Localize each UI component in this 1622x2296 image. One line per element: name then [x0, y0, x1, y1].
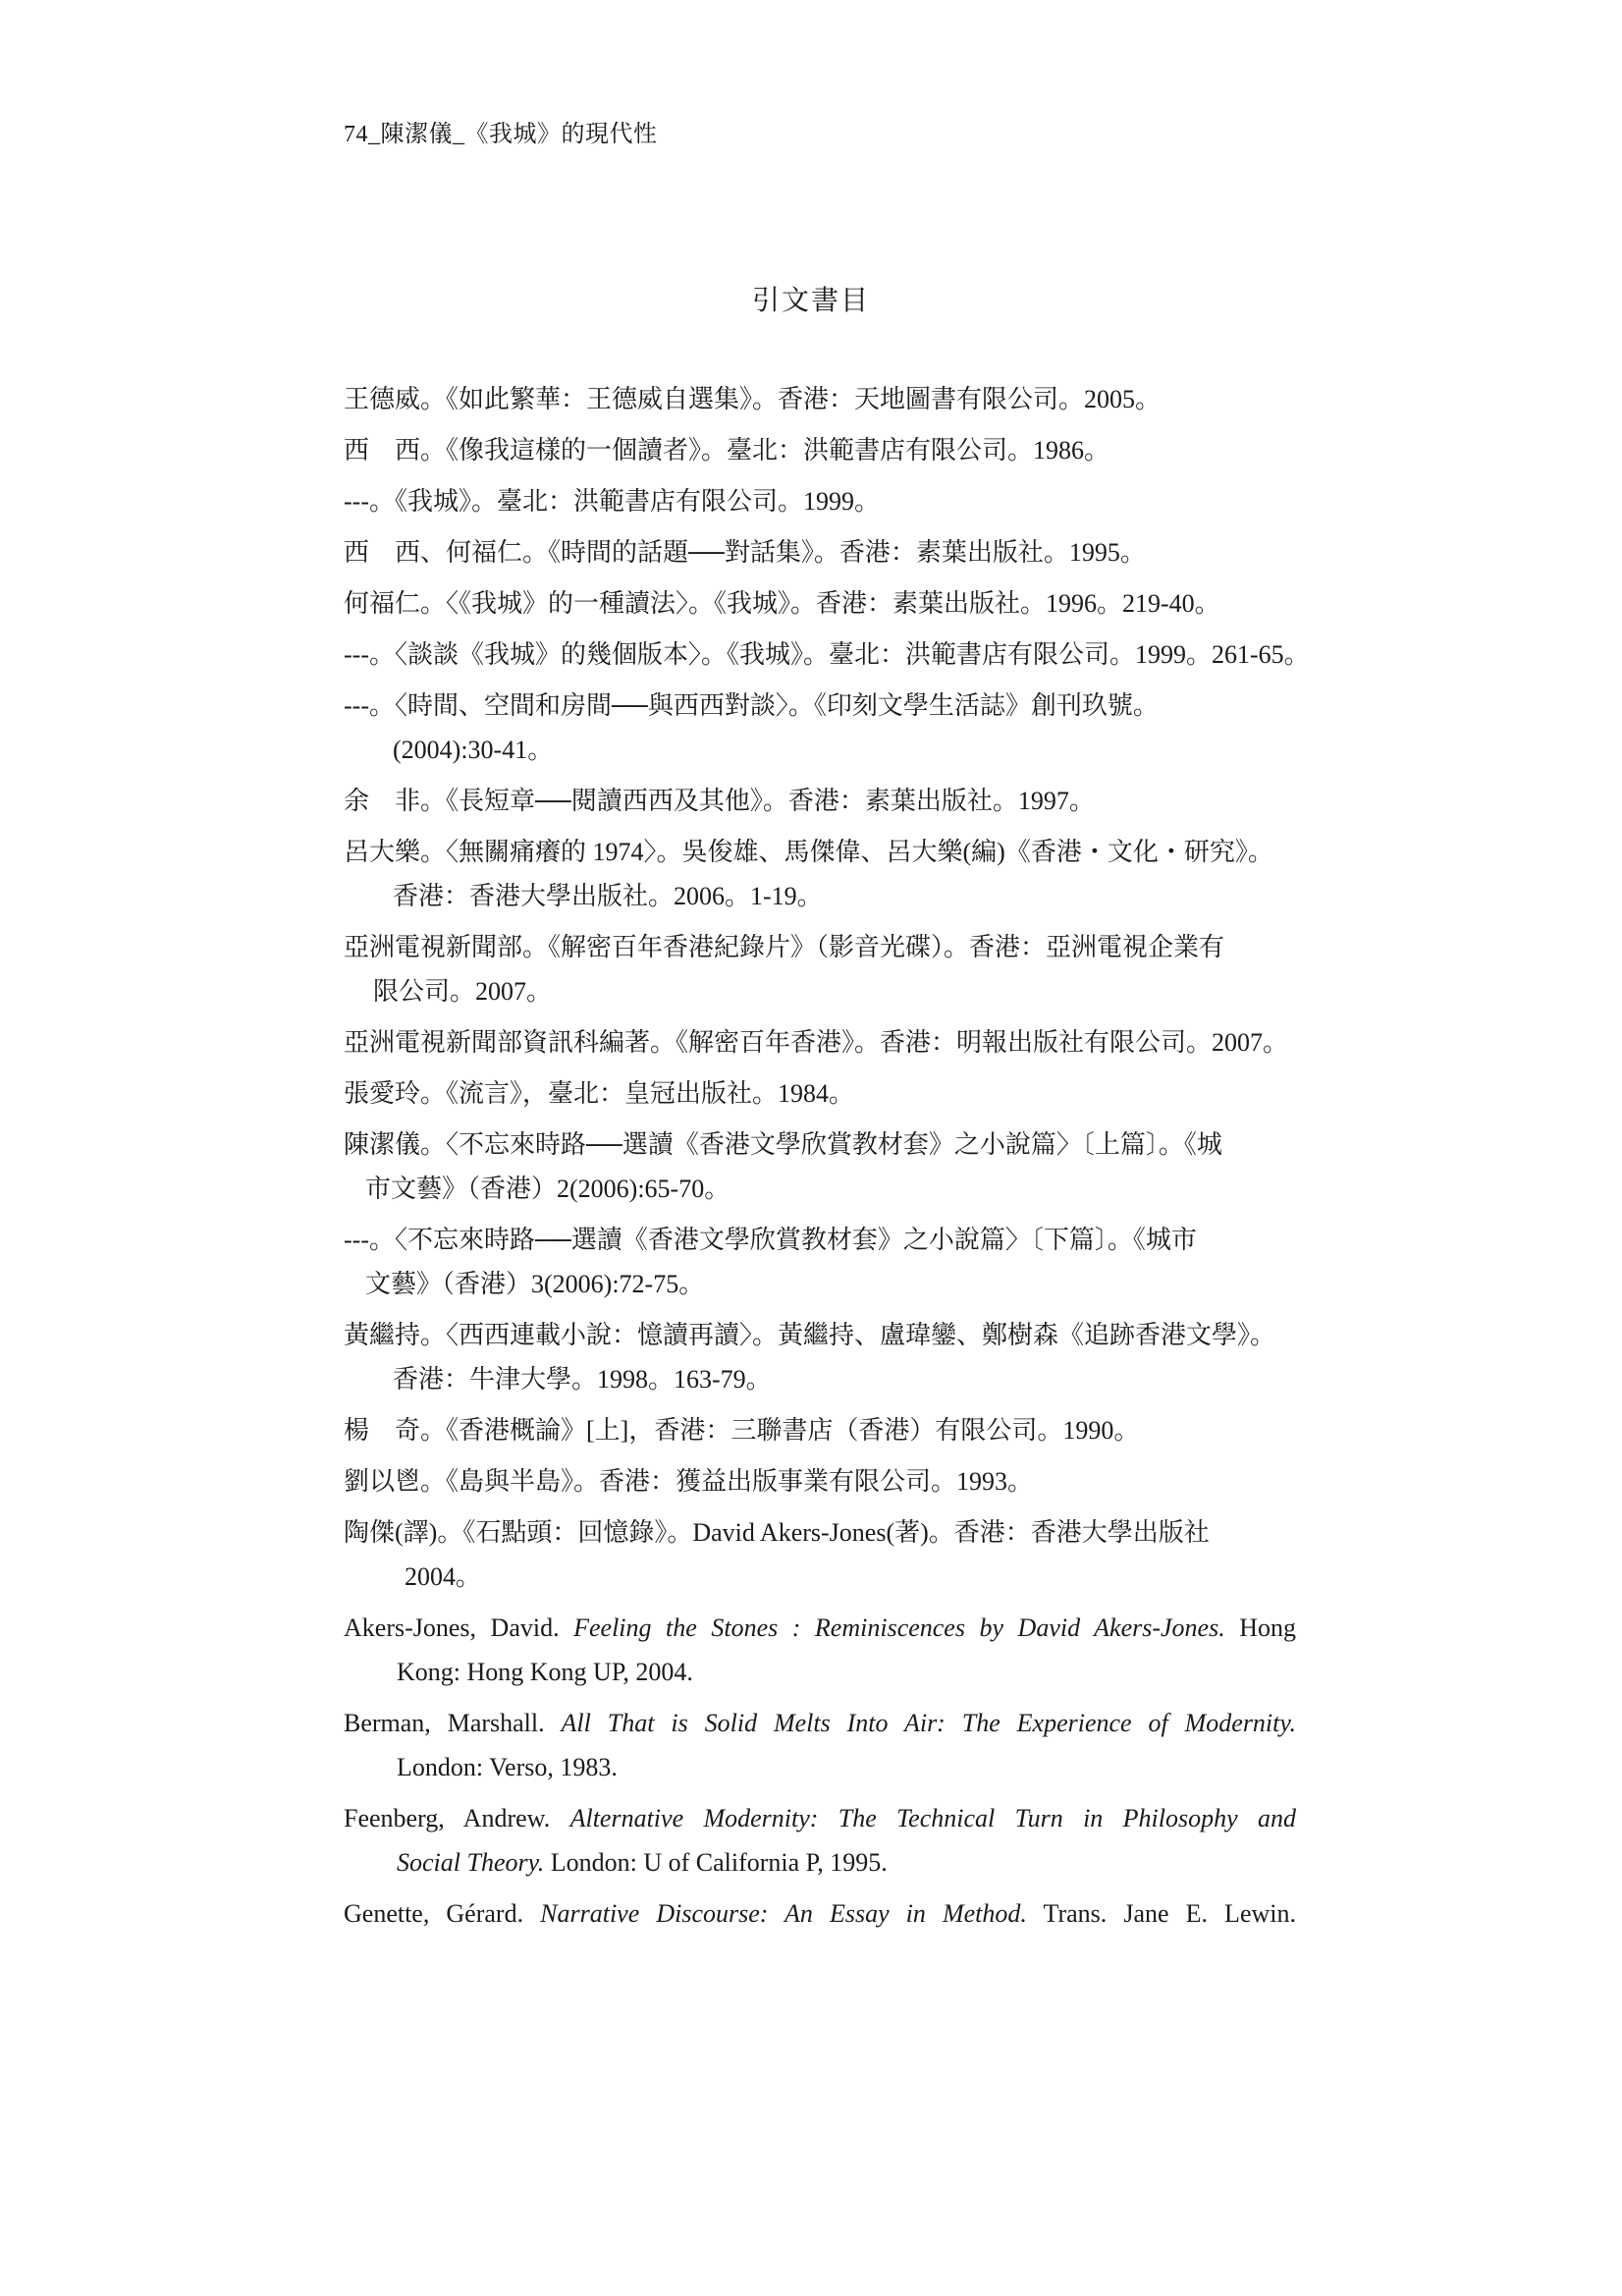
bib-entry: [344, 377, 1296, 421]
bib-title: All That is Solid Melts Into Air: The Experience of Modernity.: [561, 1709, 1296, 1737]
bib-entry: [344, 1071, 1296, 1116]
bib-entry-continuation: London: U of California P, 1995.: [544, 1848, 888, 1877]
bib-entry-text: 何福仁。〈《我城》的一種讀法〉。《我城》。香港：素葉出版社。1996。219-40。: [344, 589, 1220, 618]
bib-title-continuation: Social Theory.: [397, 1848, 545, 1877]
bib-entry: [344, 683, 1296, 772]
bib-entry: [344, 1122, 1296, 1211]
bib-entry: [344, 925, 1296, 1013]
bib-entry-text: ---。〈不忘來時路──選讀《香港文學欣賞教材套》之小說篇〉〔下篇〕。《城市: [344, 1226, 1197, 1254]
bib-entry-continuation: 2004。: [405, 1562, 482, 1591]
bib-entry-continuation: (2004):30-41。: [393, 736, 554, 764]
bib-entry-continuation: Kong: Hong Kong UP, 2004.: [397, 1658, 693, 1686]
bib-entry-continuation: 香港：牛津大學。1998。163-79。: [393, 1365, 772, 1394]
bib-entry-continuation: 香港：香港大學出版社。2006。1-19。: [393, 882, 823, 910]
bib-entry: [344, 581, 1296, 626]
bib-entry-text: 王德威。《如此繁華：王德威自選集》。香港：天地圖書有限公司。2005。: [344, 385, 1162, 413]
bib-entry-text: 西 西。《像我這樣的一個讀者》。臺北：洪範書店有限公司。1986。: [344, 436, 1110, 465]
bib-title: Narrative Discourse: An Essay in Method.: [540, 1899, 1027, 1928]
bib-entry: [344, 1459, 1296, 1503]
bib-entry-text: 陶傑(譯)。《石點頭：回憶錄》。David Akers-Jones(著)。香港：香港大學出版社: [344, 1518, 1210, 1547]
bib-author: Feenberg, Andrew.: [344, 1804, 570, 1832]
bib-entry-continuation: 文藝》（香港）3(2006):72-75。: [365, 1270, 705, 1298]
bib-entry-english: [344, 1796, 1296, 1885]
bib-title: Alternative Modernity: The Technical Turn in Philosophy and: [569, 1804, 1296, 1832]
bib-entry-continuation: 限公司。2007。: [373, 977, 553, 1006]
bib-entry-text: 呂大樂。〈無關痛癢的 1974〉。吳俊雄、馬傑偉、呂大樂(編)《香港・文化・研究》。: [344, 838, 1273, 866]
bib-entry: [344, 830, 1296, 918]
bib-entry: [344, 779, 1296, 823]
bib-entry-text: 陳潔儀。〈不忘來時路──選讀《香港文學欣賞教材套》之小說篇〉〔上篇〕。《城: [344, 1130, 1222, 1159]
bib-entry-text: ---。《我城》。臺北：洪範書店有限公司。1999。: [344, 487, 880, 516]
bib-entry-text: 余 非。《長短章──閱讀西西及其他》。香港：素葉出版社。1997。: [344, 787, 1095, 815]
bib-entry-text: 劉以鬯。《島與半島》。香港：獲益出版事業有限公司。1993。: [344, 1467, 1034, 1496]
bib-entry-text: 黃繼持。〈西西連載小說：憶讀再讀〉。黃繼持、盧瑋鑾、鄭樹森《追跡香港文學》。: [344, 1321, 1276, 1349]
bib-publisher: Hong: [1224, 1613, 1297, 1642]
bib-entry: [344, 1020, 1296, 1065]
bib-entry-text: ---。〈時間、空間和房間──與西西對談〉。《印刻文學生活誌》創刊玖號。: [344, 691, 1159, 720]
bib-entry-text: 楊 奇。《香港概論》[上]，香港：三聯書店（香港）有限公司。1990。: [344, 1416, 1140, 1445]
running-header: 74_陳潔儀_《我城》的現代性: [344, 122, 658, 147]
bib-title: Feeling the Stones : Reminiscences by David Akers-Jones.: [573, 1613, 1225, 1642]
section-title: 引文書目: [751, 286, 870, 316]
bib-entry-text: 西 西、何福仁。《時間的話題──對話集》。香港：素葉出版社。1995。: [344, 538, 1146, 567]
bibliography: [344, 377, 1310, 1942]
bib-entry: [344, 1313, 1296, 1401]
bib-entry-english: [344, 1891, 1296, 1936]
bib-author: Genette, Gérard.: [344, 1899, 541, 1928]
bib-entry: [344, 1408, 1296, 1452]
bib-entry-text: 張愛玲。《流言》，臺北：皇冠出版社。1984。: [344, 1079, 855, 1108]
bib-entry-continuation: 市文藝》（香港）2(2006):65-70。: [365, 1175, 730, 1203]
bib-entry-continuation: London: Verso, 1983.: [397, 1753, 618, 1781]
bib-publisher: Trans. Jane E. Lewin.: [1026, 1899, 1296, 1928]
bib-entry: [344, 428, 1296, 472]
bib-entry: [344, 479, 1296, 523]
bib-entry: [344, 632, 1310, 677]
bib-author: Berman, Marshall.: [344, 1709, 562, 1737]
bib-entry-text: 亞洲電視新聞部。《解密百年香港紀錄片》（影音光碟）。香港：亞洲電視企業有: [344, 933, 1225, 961]
bib-author: Akers-Jones, David.: [344, 1613, 574, 1642]
bib-entry-english: [344, 1701, 1296, 1789]
bib-entry-text: ---。〈談談《我城》的幾個版本〉。《我城》。臺北：洪範書店有限公司。1999。261-65。: [344, 640, 1310, 669]
bib-entry: [344, 1510, 1296, 1599]
bib-entry: [344, 1218, 1296, 1306]
bib-entry: [344, 530, 1296, 574]
bib-entry-text: 亞洲電視新聞部資訊科編著。《解密百年香港》。香港：明報出版社有限公司。2007。: [344, 1028, 1289, 1057]
bib-entry-english: [344, 1606, 1296, 1694]
